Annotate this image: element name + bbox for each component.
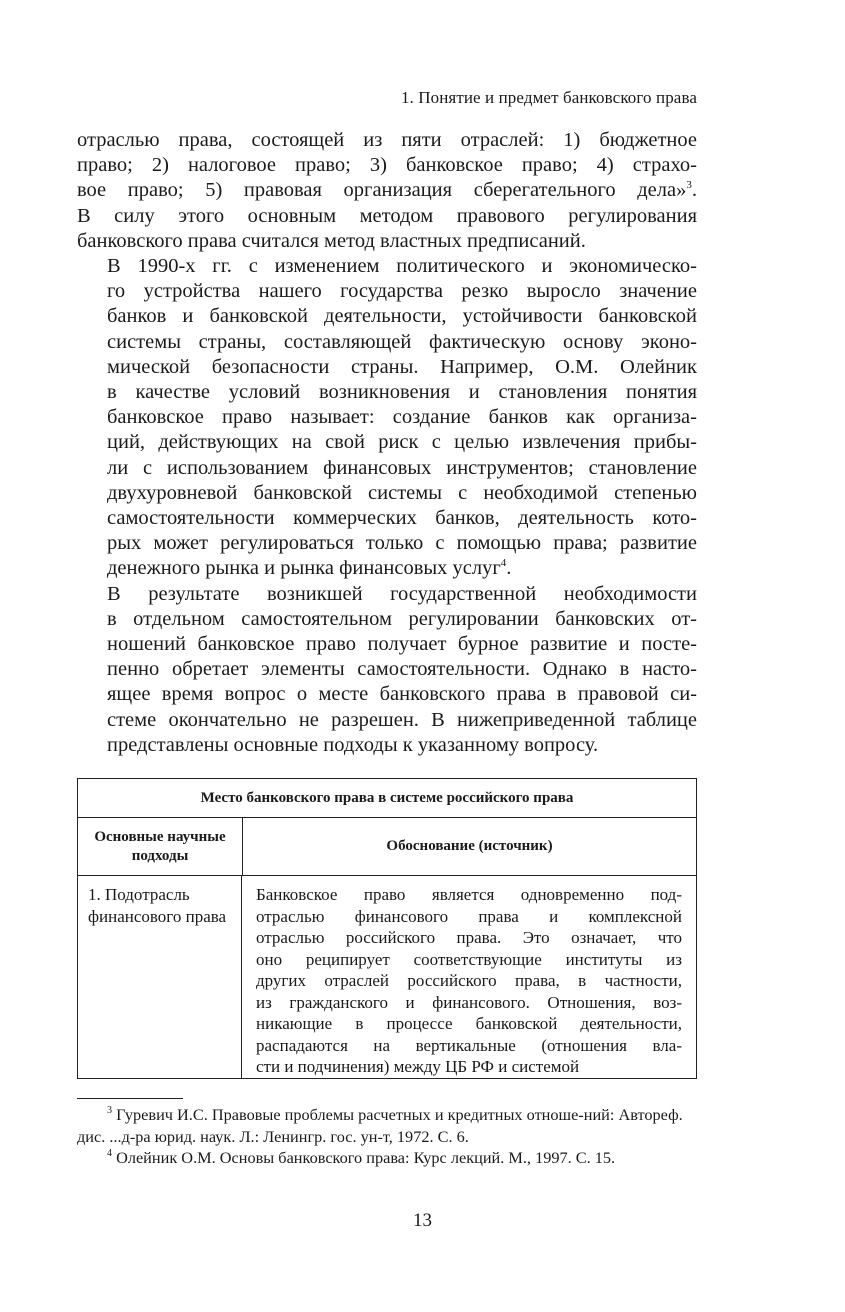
footnote-mark: 3 [107,1104,112,1116]
cell-line: оно реципирует соответствующие институты из [256,949,682,969]
footnote-4 [77,1147,697,1169]
footnote-ref[interactable]: 4 [500,556,507,569]
paragraph-3 [77,582,697,758]
text-line: го устройства нашего государства резко выросло значение [107,280,697,303]
footnote-text: Гуревич И.С. Правовые проблемы расчетных и кредитных отноше-ний: Автореф. дис. ...д-ра юрид. наук. Л.: Ленингр. гос. ун-т, 1972. С. 6. [77,1105,683,1146]
text-line: вое право; 5) правовая организация сберегательного дела»$^3$. [77,178,697,202]
cell-line: распадаются на вертикальные (отношения вла- [256,1035,682,1055]
text-line: двухуровневой банковской системы с необходимой степенью [107,481,697,504]
footnote-ref[interactable]: 3 [686,178,692,191]
footnote-mark: 4 [107,1147,112,1159]
cell-approach: 1. Подотрасль финансового права [78,876,242,1078]
footnote-3 [77,1104,697,1147]
footnote-text: Олейник О.М. Основы банковского права: Курс лекций. М., 1997. С. 15. [116,1148,616,1167]
text-line: в качестве условий возникновения и становления понятия [107,381,697,404]
text-line: в отдельном самостоятельном регулировании банковских от- [107,607,697,630]
table-header-row [78,818,696,876]
text-line: рых может регулироваться только с помощью права; развитие [107,532,697,555]
text-line: представлены основные подходы к указанному вопросу. [107,733,599,756]
page-number: 13 [413,1210,432,1231]
column-header-approaches: Основные научные подходы [78,818,243,875]
paragraph-1 [77,128,697,254]
text-line: В результате возникшей государственной необходимости [107,582,697,605]
running-header: 1. Понятие и предмет банковского права [400,88,697,107]
main-text [77,128,697,758]
text-line: банковского права считался метод властных предписаний. [77,229,586,252]
text-line: стеме окончательно не разрешен. В нижеприведенной таблице [107,708,697,731]
text-line: ношений банковское право получает бурное развитие и посте- [107,633,697,656]
text-line: системы страны, составляющей фактическую основу эконо- [107,330,697,353]
cell-justification [242,876,696,1078]
cell-line: других отраслей российского права, в частности, [256,971,682,990]
text-line: самостоятельности коммерческих банков, деятельность кото- [107,507,697,530]
cell-line: сти и подчинения) между ЦБ РФ и системой [256,1057,580,1076]
paragraph-2 [77,254,697,582]
comparison-table [77,778,697,1079]
cell-line: отраслью финансового права и комплексной [256,906,682,926]
footnotes [77,1104,697,1169]
text-line: отраслью права, состоящей из пяти отраслей: 1) бюджетное [77,129,697,151]
text-line: В 1990-х гг. с изменением политического и экономическо- [107,255,697,278]
text-line: денежного рынка и рынка финансовых услуг$^4$. [107,556,512,580]
text-line: ций, действующих на свой риск с целью извлечения прибы- [107,431,697,454]
text-line: право; 2) налоговое право; 3) банковское право; 4) страхо- [77,154,697,177]
text-line: ящее время вопрос о месте банковского права в правовой си- [107,683,697,706]
text-line: ли с использованием финансовых инструментов; становление [107,456,697,479]
footnote-divider [77,1098,183,1099]
cell-line: отраслью российского права. Это означает, что [256,928,682,947]
text-line: пенно обретает элементы самостоятельности. Однако в насто- [107,658,697,681]
text-line: В силу этого основным методом правового регулирования [77,204,697,227]
text-line: мической безопасности страны. Например, О.М. Олейник [107,355,697,378]
cell-line: Банковское право является одновременно под- [256,885,682,904]
text-line: банков и банковской деятельности, устойчивости банковской [107,305,697,328]
table-title: Место банковского права в системе российского права [78,779,696,818]
cell-line: из гражданского и финансового. Отношения, воз- [256,992,682,1012]
column-header-justification: Обоснование (источник) [386,838,553,854]
table-row [78,876,696,1078]
cell-line: никающие в процессе банковской деятельности, [256,1014,682,1033]
text-line: банковское право называет: создание банков как организа- [107,406,697,429]
